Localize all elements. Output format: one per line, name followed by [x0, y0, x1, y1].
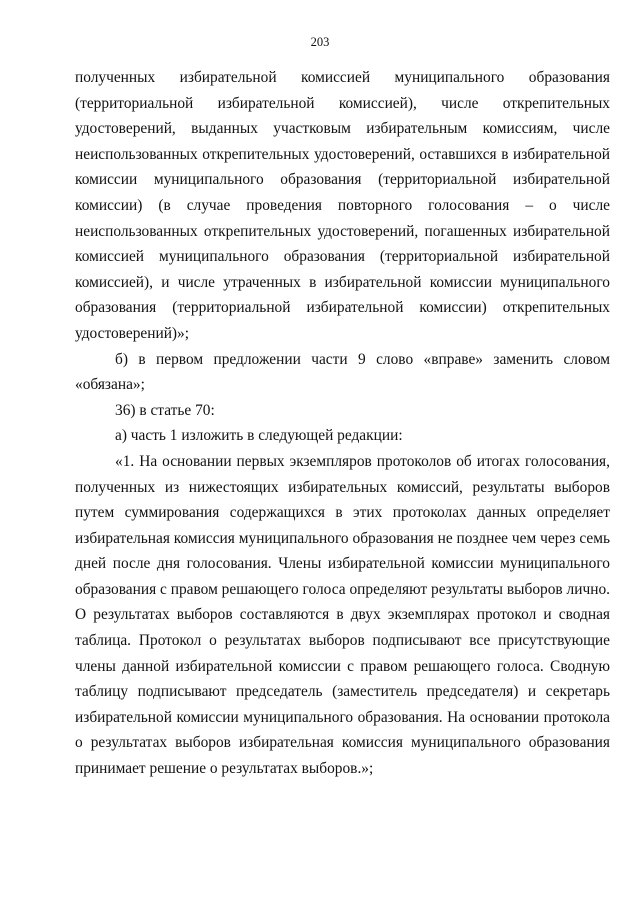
- page-number: 203: [310, 35, 330, 49]
- paragraph-item-36: 36) в статье 70:: [115, 401, 215, 419]
- paragraph-amendment-a: а) часть 1 изложить в следующей редакции:: [115, 427, 403, 445]
- paragraph-continuation: полученных избирательной комиссией муниципального образования (территориальной избирательной комиссией), числе открепительных удостоверений, выданных участковым избирательным комиссиям, числе неиспользованных открепительных удостоверений, оставшихся в избирательной комиссии муниципального образования (территориальной избирательной комиссии) (в случае проведения повторного голосования – о числе неиспользованных открепительных удостоверений, погашенных избирательной комиссией муниципального образования (территориальной избирательной комиссией), и числе утраченных в избирательной комиссии муниципального образования (территориальной избирательной комиссии) открепительных удостоверений)»;: [75, 69, 610, 342]
- paragraph-amendment-b: б) в первом предложении части 9 слово «вправе» заменить словом «обязана»;: [75, 350, 610, 394]
- document-body: [75, 65, 610, 782]
- paragraph-quoted-part-1: «1. На основании первых экземпляров протоколов об итогах голосования, полученных из нижестоящих избирательных комиссий, результаты выборов путем суммирования содержащихся в этих протоколах данных определяет избирательная комиссия муниципального образования не позднее чем через семь дней после дня голосования. Члены избирательной комиссии муниципального образования с правом решающего голоса определяют результаты выборов лично. О результатах выборов составляются в двух экземплярах протокол и сводная таблица. Протокол о результатах выборов подписывают все присутствующие члены данной избирательной комиссии с правом решающего голоса. Сводную таблицу подписывают председатель (заместитель председателя) и секретарь избирательной комиссии муниципального образования. На основании протокола о результатах выборов избирательная комиссия муниципального образования принимает решение о результатах выборов.»;: [75, 452, 610, 778]
